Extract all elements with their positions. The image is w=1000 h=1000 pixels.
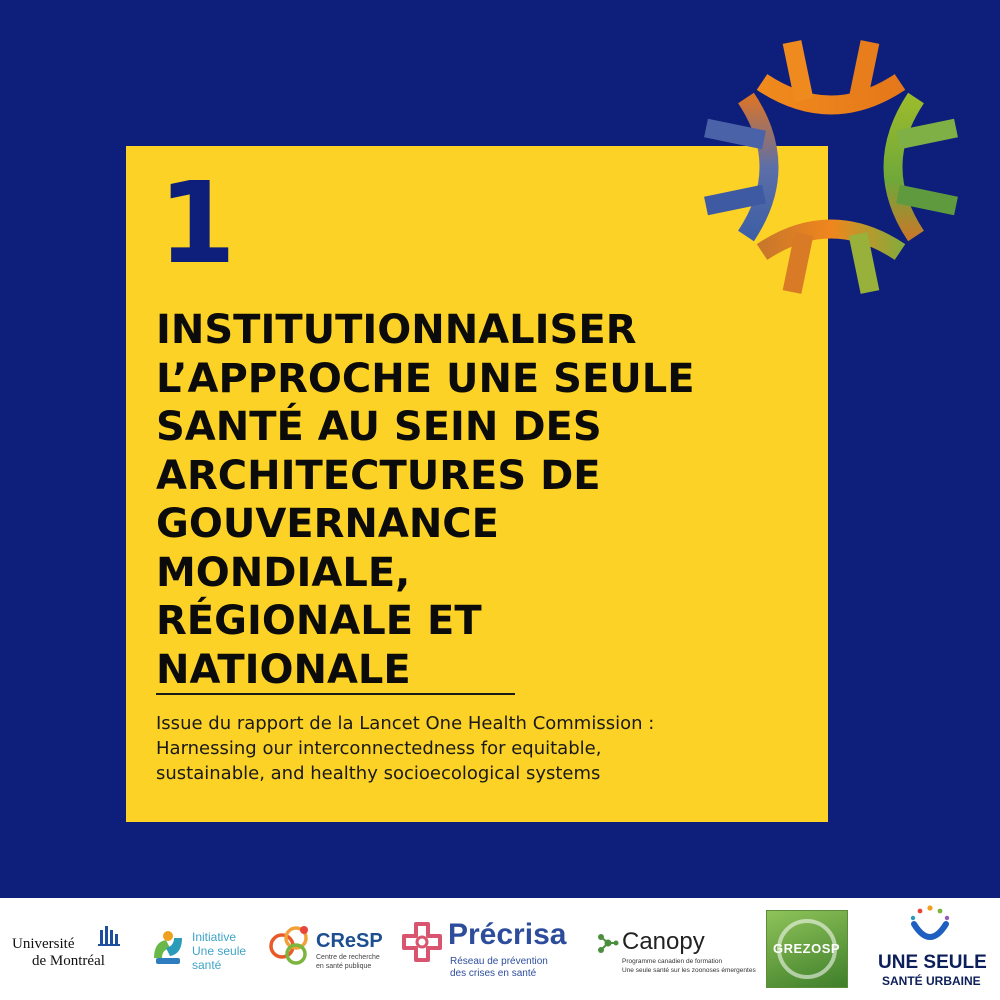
precrisa-cross-icon <box>400 920 444 964</box>
source-line: Issue du rapport de la Lancet One Health Commission : <box>156 713 655 734</box>
canopy-logo <box>596 928 756 978</box>
initiative-line3: santé <box>192 958 222 972</box>
title-line: MONDIALE, <box>156 549 411 596</box>
initiative-hands-icon <box>148 928 188 968</box>
udem-logo <box>12 936 130 976</box>
title-line: ARCHITECTURES DE <box>156 452 601 499</box>
initiative-une-seule-sante-logo <box>148 926 260 976</box>
recommendation-number: 1 <box>158 159 236 289</box>
precrisa-logo <box>400 914 582 980</box>
canopy-sub2: Une seule santé sur les zoonoses émergentes <box>622 967 756 974</box>
usu-dots-icon <box>906 904 954 948</box>
precrisa-sub1: Réseau de prévention <box>450 956 548 967</box>
source-citation <box>156 711 796 786</box>
grezosp-logo <box>766 910 848 988</box>
precrisa-name: Précrisa <box>448 918 567 951</box>
title-line: INSTITUTIONNALISER <box>156 307 637 353</box>
udem-tower-icon <box>98 924 122 948</box>
title-line: GOUVERNANCE <box>156 501 499 547</box>
cresp-circles-icon <box>268 922 314 968</box>
une-seule-sante-urbaine-logo <box>868 904 992 994</box>
initiative-line2: Une seule <box>192 944 247 958</box>
source-line: Harnessing our interconnectedness for equitable, <box>156 738 602 759</box>
title-line: RÉGIONALE ET <box>156 598 482 644</box>
cresp-sub1: Centre de recherche <box>316 954 380 961</box>
usu-line2: SANTÉ URBAINE <box>882 974 981 988</box>
cresp-name: CReSP <box>316 930 383 952</box>
canopy-sub1: Programme canadien de formation <box>622 958 723 965</box>
source-line: sustainable, and healthy socioecological systems <box>156 763 601 784</box>
usu-line1: UNE SEULE <box>878 952 987 973</box>
title-line: L’APPROCHE UNE SEULE <box>156 355 695 402</box>
canopy-name: Canopy <box>622 928 705 955</box>
precrisa-sub2: des crises en santé <box>450 968 537 979</box>
title-line: SANTÉ AU SEIN DES <box>156 404 602 450</box>
udem-line2: de Montréal <box>32 953 105 969</box>
grezosp-name: GREZOSP <box>773 941 841 956</box>
title-divider <box>156 693 515 695</box>
title-line: NATIONALE <box>156 646 411 693</box>
partner-logos-footer <box>0 898 1000 1000</box>
cresp-sub2: en santé publique <box>316 963 372 970</box>
initiative-line1: Initiative <box>192 930 237 944</box>
cresp-logo <box>268 920 396 976</box>
canopy-molecule-icon <box>596 932 620 954</box>
udem-line1: Université <box>12 936 75 952</box>
recommendation-title <box>156 306 776 694</box>
one-health-emblem-icon <box>700 36 962 298</box>
